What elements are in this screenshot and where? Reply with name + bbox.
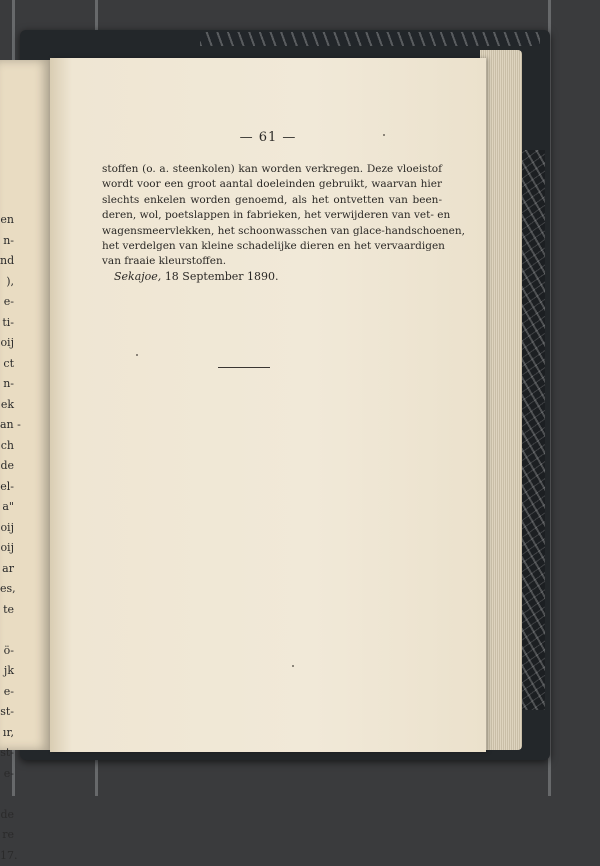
end-rule — [218, 367, 270, 368]
margin-fragment: re — [0, 825, 14, 846]
margin-fragment: e- — [0, 682, 14, 703]
margin-fragment: de — [0, 805, 14, 826]
signoff — [114, 270, 279, 283]
text-line: het verdelgen van kleine schadelijke dieren en het vervaardigen — [102, 239, 442, 254]
margin-fragment: te — [0, 600, 14, 621]
margin-fragment: e- — [0, 292, 14, 313]
margin-fragment — [0, 784, 14, 805]
margin-fragment: oij — [0, 333, 14, 354]
page-block-edge — [480, 50, 522, 750]
margin-fragment: an - — [0, 415, 14, 436]
signoff-date: 18 September 1890. — [165, 270, 279, 283]
margin-fragment: ), — [0, 272, 14, 293]
margin-fragment: ö- — [0, 641, 14, 662]
margin-fragment: ch — [0, 436, 14, 457]
margin-fragment: ek — [0, 395, 14, 416]
margin-fragment — [0, 620, 14, 641]
marbled-edge-top — [200, 32, 540, 46]
text-line: stoffen (o. a. steenkolen) kan worden verkregen. Deze vloeistof — [102, 162, 442, 177]
text-line: slechts enkelen worden genoemd, als het ontvetten van been- — [102, 193, 442, 208]
margin-fragment: ct — [0, 354, 14, 375]
margin-fragment: st- — [0, 702, 14, 723]
margin-fragment: es, — [0, 579, 14, 600]
right-page — [50, 58, 486, 752]
margin-fragment: ti- — [0, 313, 14, 334]
page-number: — 61 — — [50, 130, 486, 145]
margin-fragment: de — [0, 456, 14, 477]
margin-fragment: ar — [0, 559, 14, 580]
left-page-margin-text — [0, 210, 14, 866]
margin-fragment: 17. — [0, 846, 14, 866]
margin-fragment: oij — [0, 538, 14, 559]
margin-fragment: ır, — [0, 723, 14, 744]
margin-fragment: n- — [0, 374, 14, 395]
margin-fragment: a" — [0, 497, 14, 518]
margin-fragment: en — [0, 210, 14, 231]
left-page — [0, 60, 50, 750]
text-line: wagensmeervlekken, het schoonwasschen van glace-handschoenen, — [102, 224, 442, 239]
signoff-place: Sekajoe, — [114, 270, 161, 283]
text-line: wordt voor een groot aantal doeleinden gebruikt, waarvan hier — [102, 177, 442, 192]
margin-fragment: n- — [0, 231, 14, 252]
paper-speck — [292, 665, 294, 667]
paragraph — [102, 162, 442, 270]
text-line: deren, wol, poetslappen in fabrieken, het verwijderen van vet- en — [102, 208, 442, 223]
margin-fragment: e- — [0, 764, 14, 785]
margin-fragment: oij — [0, 518, 14, 539]
paper-speck — [136, 354, 138, 356]
paper-speck — [383, 134, 385, 136]
text-line: van fraaie kleurstoffen. — [102, 254, 442, 269]
margin-fragment: nd — [0, 251, 14, 272]
margin-fragment: el- — [0, 477, 14, 498]
margin-fragment: st- — [0, 743, 14, 764]
margin-fragment: jk — [0, 661, 14, 682]
